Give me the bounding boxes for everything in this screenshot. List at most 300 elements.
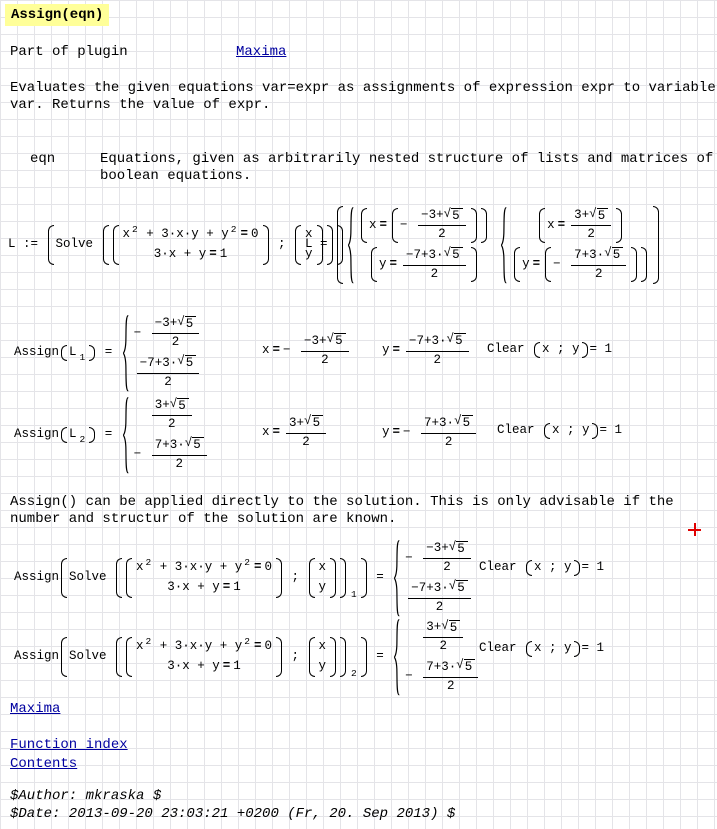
math-txt: + 3·x·y + y	[152, 639, 243, 654]
math-txt: 5	[452, 248, 460, 262]
math-sub: 2	[79, 433, 86, 445]
math-solve-definition[interactable]	[8, 207, 345, 283]
math-part	[172, 334, 180, 351]
link-maxima[interactable]: Maxima	[10, 701, 61, 717]
math-part	[456, 541, 468, 558]
math-txt: 3+	[426, 620, 442, 635]
math-par	[524, 641, 582, 657]
math-txt: x	[136, 639, 144, 654]
math-par	[59, 636, 369, 679]
math-part	[369, 247, 479, 282]
math-part	[454, 333, 466, 350]
math-txt: 0	[264, 560, 272, 575]
math-part	[451, 208, 463, 225]
math-par	[512, 247, 649, 282]
math-txt: = 1	[581, 641, 605, 656]
math-txt: 5	[462, 416, 471, 431]
math-sup: 2	[132, 224, 138, 236]
math-beq: =	[240, 227, 248, 242]
math-part	[464, 659, 476, 676]
math-frac	[152, 437, 207, 472]
math-txt: + 3·x·y + y	[152, 560, 243, 575]
left-paren	[544, 423, 550, 439]
math-frac	[571, 208, 611, 243]
math-sup: 2	[230, 224, 237, 236]
math-part	[334, 333, 346, 350]
right-paren	[340, 558, 346, 597]
right-paren	[653, 206, 659, 285]
right-paren	[361, 558, 367, 597]
math-clear-2[interactable]	[497, 421, 622, 441]
math-y-value-1[interactable]	[382, 331, 472, 371]
math-sub: 1	[351, 588, 357, 600]
math-sqrt	[177, 355, 196, 372]
math-par	[307, 558, 339, 597]
math-txt: 2	[438, 227, 446, 242]
math-txt: x	[369, 217, 377, 232]
math-txt: y	[379, 256, 387, 271]
math-part	[319, 560, 327, 576]
math-lbrace	[498, 206, 651, 285]
math-txt: −7+3·	[411, 580, 449, 595]
math-part	[357, 206, 491, 285]
right-paren	[276, 558, 282, 597]
math-txt: −	[133, 446, 149, 461]
math-part	[438, 226, 446, 243]
math-txt: Assign	[14, 345, 60, 360]
math-txt: 2	[435, 599, 444, 614]
right-paren	[89, 345, 95, 361]
math-txt: 5	[193, 438, 201, 452]
math-txt: −	[283, 343, 299, 358]
math-txt: = 1	[581, 560, 605, 575]
math-frac	[152, 398, 192, 433]
sqrt-radical-icon: √	[448, 579, 457, 593]
math-part	[319, 639, 327, 655]
link-function-index[interactable]: Function index	[10, 737, 128, 753]
math-part	[571, 247, 626, 266]
right-paren	[574, 560, 580, 576]
math-txt: L :=	[8, 237, 46, 252]
math-par	[390, 208, 479, 243]
right-paren	[361, 637, 367, 676]
math-txt: = 1	[589, 342, 613, 357]
math-part	[317, 558, 329, 597]
math-part	[443, 559, 451, 576]
left-paren	[61, 427, 67, 443]
right-paren	[276, 637, 282, 676]
math-txt: 3·x + y	[167, 580, 220, 594]
math-part	[423, 541, 471, 560]
math-par	[543, 247, 639, 282]
math-part	[552, 423, 590, 439]
math-part	[134, 355, 203, 390]
math-txt: 3+	[574, 208, 590, 223]
math-sqrt	[185, 437, 204, 454]
math-part	[302, 434, 310, 451]
math-part	[317, 637, 329, 676]
math-assign-l1[interactable]	[14, 314, 204, 392]
right-paren	[89, 427, 95, 443]
math-part	[345, 206, 651, 285]
math-txt: x ; y	[552, 423, 590, 438]
left-paren	[539, 208, 545, 243]
sqrt-radical-icon: √	[441, 618, 449, 633]
math-beq: =	[392, 343, 401, 358]
sqrt-radical-icon: √	[304, 414, 312, 429]
math-frac	[406, 333, 469, 368]
left-paren	[526, 641, 532, 657]
math-txt: 5	[185, 356, 194, 370]
math-part	[510, 206, 651, 285]
math-y-value-2[interactable]	[382, 413, 479, 453]
math-txt: 2	[321, 353, 329, 367]
left-paren	[337, 206, 343, 285]
math-txt: 5	[312, 416, 321, 431]
math-txt: 5	[335, 334, 343, 349]
math-part	[149, 398, 195, 433]
math-part	[134, 316, 203, 351]
math-txt: −	[133, 325, 149, 340]
footer-author: $Author: mkraska $	[10, 788, 162, 804]
math-part	[451, 247, 463, 264]
math-txt: Clear	[479, 560, 525, 575]
math-par	[542, 423, 600, 439]
math-part	[185, 355, 197, 372]
math-txt: y	[382, 425, 390, 440]
math-beq: =	[222, 659, 231, 673]
math-sub: 1	[79, 351, 86, 363]
math-part	[301, 333, 349, 352]
math-stack	[317, 558, 329, 597]
math-part	[595, 266, 603, 283]
math-part	[152, 437, 207, 456]
math-part	[69, 427, 87, 443]
link-contents[interactable]: Contents	[10, 756, 78, 772]
math-txt: 5	[455, 334, 463, 349]
math-stack	[357, 206, 491, 285]
math-txt: −	[405, 550, 421, 565]
footer-date: $Date: 2013-09-20 23:03:21 +0200 (Fr, 20. Sep 2013) $	[10, 806, 456, 822]
math-beq: =	[222, 580, 231, 594]
right-paren	[641, 247, 647, 282]
math-par	[124, 637, 284, 676]
math-stack	[403, 618, 483, 697]
math-x-value-2[interactable]	[262, 413, 329, 453]
param-name: eqn	[30, 151, 56, 167]
note-line-1: Assign() can be applied directly to the solution. This is only advisable if the	[10, 494, 674, 510]
math-lbrace	[345, 206, 491, 285]
math-frac	[408, 580, 471, 615]
sqrt-radical-icon: √	[326, 332, 335, 347]
math-assign-solve-1[interactable]	[14, 539, 476, 614]
math-txt: 2	[175, 456, 184, 471]
math-txt: 5	[597, 208, 606, 223]
math-part	[434, 352, 442, 369]
math-txt: 2	[594, 266, 603, 281]
math-txt: 2	[444, 435, 453, 449]
math-solve-result[interactable]	[305, 199, 661, 291]
math-clear-1[interactable]	[487, 340, 612, 360]
math-beq: =	[209, 247, 217, 261]
math-part	[423, 659, 478, 678]
page-title: Assign(eqn)	[5, 4, 109, 26]
math-part	[286, 415, 326, 434]
math-part	[124, 558, 338, 597]
math-stack	[132, 314, 205, 393]
math-sqrt	[441, 620, 460, 637]
math-part	[132, 396, 212, 475]
math-txt: 5	[185, 316, 194, 331]
sqrt-radical-icon: √	[177, 314, 185, 329]
math-part	[405, 659, 481, 694]
math-part	[134, 637, 274, 676]
right-paren	[631, 247, 637, 282]
math-part	[449, 620, 461, 637]
math-part	[405, 541, 474, 576]
math-txt: 5	[464, 660, 473, 674]
sqrt-radical-icon: √	[184, 436, 193, 450]
math-lbrace	[120, 314, 205, 393]
math-assign-solve-2[interactable]	[14, 618, 483, 693]
math-par	[124, 558, 284, 597]
left-paren	[361, 208, 367, 243]
math-lbrace	[391, 618, 483, 697]
math-txt: x	[305, 227, 313, 242]
math-assign-l2[interactable]	[14, 396, 212, 474]
left-paren	[514, 247, 520, 282]
math-txt: 5	[452, 208, 460, 223]
math-part	[440, 638, 448, 655]
math-part	[185, 316, 197, 333]
left-paren	[61, 558, 67, 597]
math-beq: =	[272, 343, 281, 358]
right-paren	[582, 342, 588, 358]
math-txt: 1	[233, 659, 241, 673]
sqrt-radical-icon: √	[589, 206, 597, 221]
math-txt: 5	[449, 620, 458, 635]
math-part	[522, 247, 639, 282]
left-paren	[116, 637, 122, 676]
math-par	[307, 637, 339, 676]
math-txt: 7+3·	[424, 415, 455, 430]
math-txt: 2	[443, 560, 451, 575]
math-part	[597, 208, 609, 225]
math-txt: 1	[233, 580, 241, 594]
math-x-value-1[interactable]	[262, 331, 352, 371]
math-txt: 2	[171, 335, 180, 350]
right-paren	[471, 247, 477, 282]
math-par	[111, 225, 271, 264]
math-part	[379, 247, 469, 282]
math-txt: 2	[164, 374, 172, 389]
math-par	[59, 557, 369, 600]
math-frac	[286, 415, 326, 450]
math-sqrt	[170, 398, 189, 415]
left-paren	[295, 225, 301, 264]
math-txt: 3+	[154, 398, 170, 413]
math-sqrt	[327, 333, 346, 350]
math-txt	[491, 237, 499, 253]
math-part	[587, 226, 595, 243]
math-txt: =	[97, 345, 120, 360]
math-frac	[301, 333, 349, 368]
math-txt: L =	[305, 237, 336, 252]
math-txt: Solve	[69, 570, 115, 585]
description-line-2: var. Returns the value of expr.	[10, 97, 271, 113]
math-txt: 5	[178, 398, 186, 413]
math-txt: −	[403, 425, 419, 440]
math-txt: 7+3·	[574, 247, 605, 262]
math-part	[69, 557, 359, 600]
math-sqrt	[449, 541, 468, 558]
math-txt: 3·x + y	[153, 247, 207, 261]
right-paren	[340, 637, 346, 676]
math-txt: =	[368, 649, 392, 664]
math-txt: 2	[447, 678, 455, 693]
sqrt-radical-icon: √	[446, 332, 455, 347]
math-txt: x	[262, 343, 270, 358]
math-txt: −7+3·	[406, 247, 444, 262]
math-txt: x ; y	[534, 560, 572, 575]
math-part	[321, 352, 329, 369]
math-txt: −3+	[421, 208, 444, 223]
math-part	[134, 558, 274, 597]
math-part	[124, 637, 338, 676]
math-txt: =	[368, 570, 392, 585]
sqrt-radical-icon: √	[443, 206, 452, 221]
math-beq: =	[557, 217, 566, 232]
math-txt: −7+3·	[409, 333, 447, 348]
math-stack	[317, 637, 329, 676]
math-txt: −3+	[304, 333, 327, 348]
math-part	[431, 266, 439, 283]
left-paren	[48, 225, 54, 264]
left-paren	[113, 225, 119, 264]
math-txt: 2	[302, 435, 310, 449]
math-txt: 3+	[289, 415, 305, 430]
math-txt: −7+3·	[139, 355, 178, 370]
math-txt: y	[318, 580, 327, 594]
math-part	[512, 247, 649, 282]
left-brace	[393, 539, 400, 618]
math-txt: Clear	[497, 423, 543, 438]
math-par	[46, 225, 345, 264]
math-stack	[132, 396, 212, 475]
sqrt-radical-icon: √	[454, 414, 462, 429]
sqrt-radical-icon: √	[448, 539, 457, 554]
math-part	[319, 659, 327, 675]
math-part	[69, 345, 87, 361]
math-part	[176, 456, 184, 473]
math-lbrace	[391, 539, 476, 618]
plugin-link-maxima[interactable]: Maxima	[236, 44, 287, 60]
right-paren	[263, 225, 269, 264]
math-part	[408, 580, 471, 599]
math-sqrt	[456, 659, 475, 676]
math-part	[406, 333, 469, 352]
math-stack	[510, 206, 651, 285]
left-paren	[126, 637, 132, 676]
param-desc-line-1: Equations, given as arbitrarily nested structure of lists and matrices of	[100, 151, 714, 167]
math-part	[445, 434, 453, 451]
math-txt: =	[97, 427, 120, 442]
math-part	[136, 557, 272, 576]
left-brace	[393, 618, 400, 697]
math-txt: 2	[430, 266, 439, 281]
left-brace	[500, 206, 507, 285]
math-clear-4[interactable]	[479, 639, 604, 659]
math-frac	[423, 659, 478, 694]
math-sqrt	[449, 580, 468, 597]
math-frac	[423, 620, 463, 655]
math-part	[447, 678, 455, 695]
math-part	[164, 374, 172, 391]
math-part	[612, 247, 624, 264]
math-part	[421, 415, 476, 434]
math-sub: 2	[351, 667, 357, 679]
math-txt: x	[136, 560, 144, 575]
math-txt: 2	[168, 417, 176, 432]
math-par	[114, 637, 348, 676]
math-part	[177, 398, 189, 415]
math-part	[122, 224, 259, 243]
math-txt: 0	[264, 639, 272, 654]
math-frac	[418, 208, 466, 243]
math-part	[456, 580, 468, 597]
param-desc-line-2: boolean equations.	[100, 168, 252, 184]
math-txt: = 1	[599, 423, 623, 438]
math-txt: x	[547, 217, 555, 232]
math-part	[534, 641, 572, 657]
math-frac	[571, 247, 626, 282]
math-sup: 2	[244, 636, 250, 648]
math-part	[420, 620, 466, 655]
math-txt: 0	[250, 227, 259, 242]
right-paren	[330, 637, 336, 676]
math-frac	[152, 316, 200, 351]
left-paren	[545, 247, 551, 282]
math-txt: 2	[587, 227, 595, 242]
left-brace	[122, 314, 129, 393]
math-txt: 7+3·	[154, 437, 185, 452]
math-clear-3[interactable]	[479, 558, 604, 578]
math-part	[403, 539, 476, 618]
right-paren	[616, 208, 622, 243]
sqrt-radical-icon: √	[177, 354, 185, 368]
math-par	[59, 345, 97, 361]
math-part	[69, 636, 359, 679]
math-part	[534, 560, 572, 576]
math-beq: =	[379, 217, 388, 232]
math-part	[167, 580, 241, 596]
math-part	[359, 208, 489, 243]
math-part	[537, 208, 624, 243]
sqrt-radical-icon: √	[456, 658, 464, 672]
right-paren	[330, 558, 336, 597]
math-txt: y	[318, 659, 327, 673]
math-sqrt	[444, 247, 463, 264]
part-of-plugin-label: Part of plugin	[10, 44, 128, 60]
math-part	[121, 225, 261, 264]
math-part	[132, 314, 205, 393]
math-part	[436, 599, 444, 616]
math-txt: 3·x + y	[167, 659, 220, 673]
math-par	[59, 427, 97, 443]
math-part	[56, 225, 335, 264]
math-part	[152, 316, 200, 335]
math-txt: Solve	[55, 237, 101, 252]
